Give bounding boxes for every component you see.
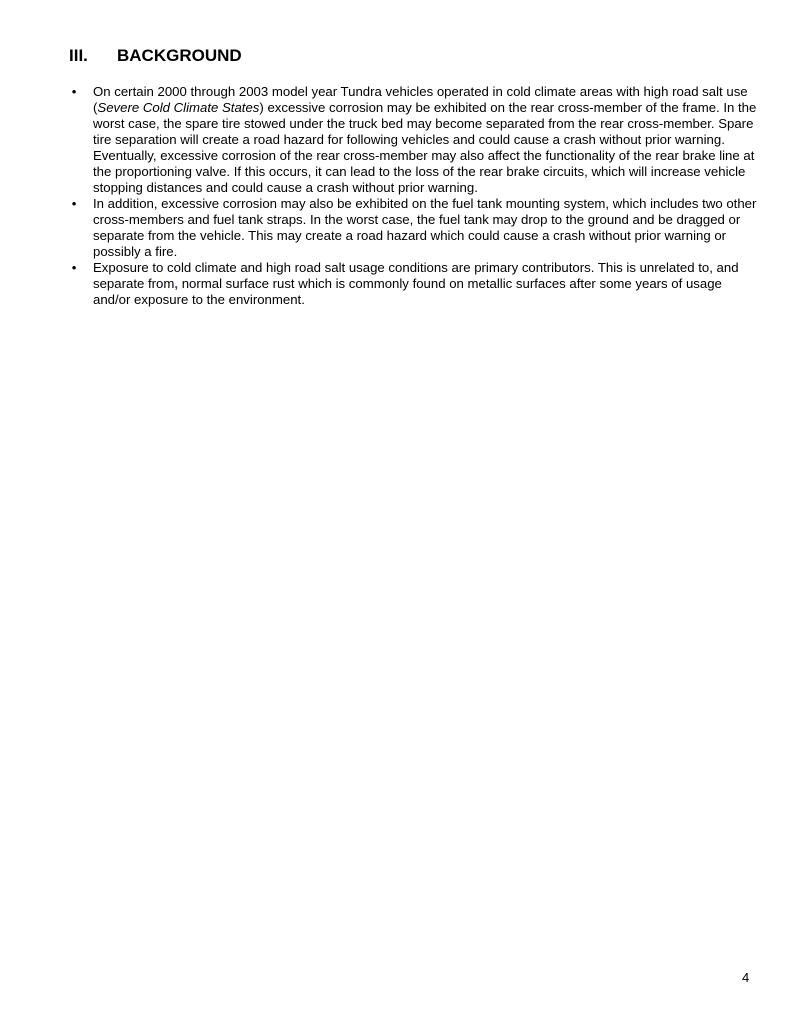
bullet-text-start: On certain 2000 through 2003 model year Tundra vehicles operated in cold climate areas with high road salt use ( xyxy=(93,84,748,115)
bullet-text-end: normal surface rust which is commonly found on metallic surfaces after some years of usage and/or exposure to the environment. xyxy=(93,276,722,307)
bullet-dot-icon: • xyxy=(71,196,77,211)
bullet-text-italic: Severe Cold Climate States xyxy=(97,100,260,115)
background-bullet-list xyxy=(69,84,759,308)
page-number: 4 xyxy=(742,970,750,985)
section-title: BACKGROUND xyxy=(117,46,242,65)
bullet-dot-icon: • xyxy=(71,84,77,99)
bullet-dot-icon: • xyxy=(71,260,77,275)
bullet-text: In addition, excessive corrosion may also be exhibited on the fuel tank mounting system, which includes two other cross-members and fuel tank straps. In the worst case, the fuel tank may drop to the ground and be dragged or separate from the vehicle. This may create a road hazard which could cause a crash without prior warning or possibly a fire. xyxy=(93,196,757,259)
section-heading xyxy=(69,46,242,66)
bullet-item-corrosion-cross-member xyxy=(69,84,759,196)
bullet-text-end: ) excessive corrosion may be exhibited on the rear cross-member of the frame. In the worst case, the spare tire stowed under the truck bed may become separated from the rear cross-member. Spare tire separation will create a road hazard for following vehicles and could cause a crash without prior warning. Eventually, excessive corrosion of the rear cross-member may also affect the functionality of the rear brake line at the proportioning valve. If this occurs, it can lead to the loss of the rear brake circuits, which will increase vehicle stopping distances and could cause a crash without prior warning. xyxy=(93,100,757,195)
bullet-text-start: Exposure to cold climate and high road salt usage conditions are primary contributors. This is unrelated to, and separate from xyxy=(93,260,739,291)
bullet-item-fuel-tank xyxy=(69,196,759,260)
bullet-comma-accent: , xyxy=(174,276,179,291)
section-number: III. xyxy=(69,46,88,65)
bullet-item-exposure xyxy=(69,260,759,308)
